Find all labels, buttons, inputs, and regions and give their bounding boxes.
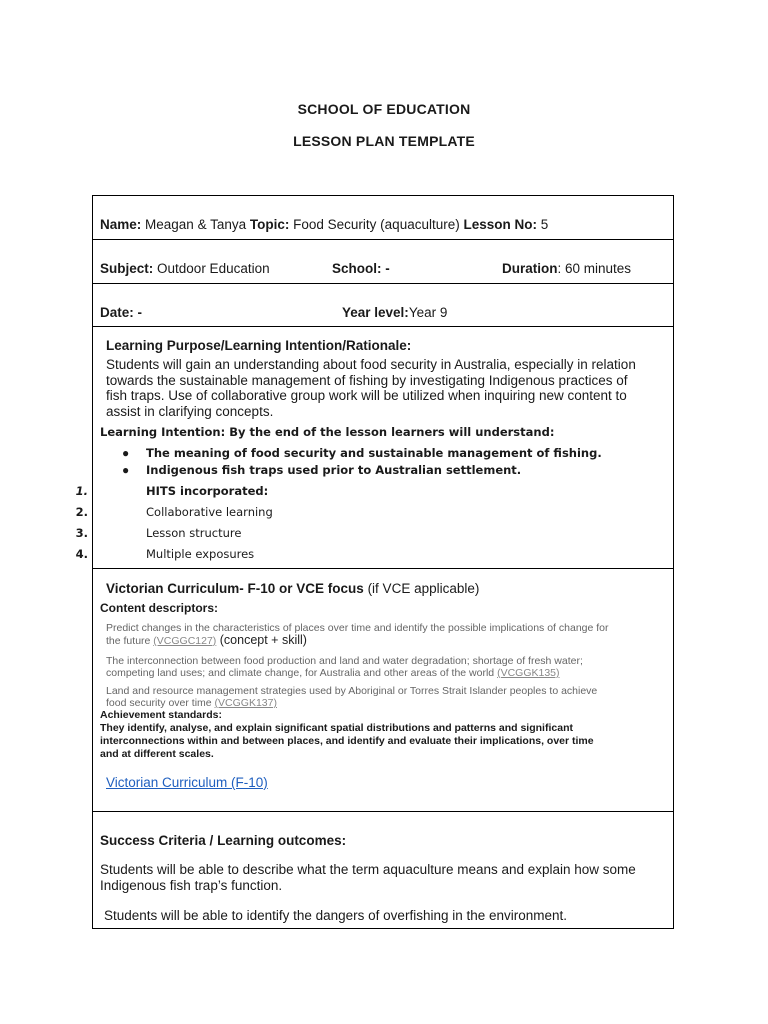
descriptor-line xyxy=(106,634,609,647)
descriptor-note: (concept + skill) xyxy=(216,633,307,647)
row-divider xyxy=(93,283,673,284)
hits-item: HITS incorporated: xyxy=(146,484,269,498)
intention-bullet-1: The meaning of food security and sustainable management of fishing. xyxy=(146,446,602,460)
duration-field xyxy=(502,261,631,276)
row-divider xyxy=(93,326,673,327)
descriptor-line: Predict changes in the characteristics of places over time and identify the possible implications of change for xyxy=(106,622,609,634)
purpose-line: Students will gain an understanding about food security in Australia, especially in relation xyxy=(106,357,636,372)
descriptor-2 xyxy=(106,655,583,679)
year-value: Year 9 xyxy=(408,305,448,320)
curriculum-heading xyxy=(106,581,479,596)
purpose-line: fish traps. Use of collaborative group work will be utilized when inquiring new content to xyxy=(106,388,627,403)
descriptor-line xyxy=(106,667,583,679)
name-label: Name: xyxy=(100,217,142,232)
name-value: Meagan & Tanya xyxy=(145,217,247,232)
purpose-line: towards the sustainable management of fishing by investigating Indigenous practices of xyxy=(106,372,628,388)
row-divider xyxy=(93,811,673,812)
achievement-line: They identify, analyse, and explain significant spatial distributions and patterns and significant xyxy=(100,722,573,734)
lesson-label: Lesson No: xyxy=(463,217,538,232)
list-number: 2. xyxy=(75,505,88,519)
descriptor-line xyxy=(106,697,597,709)
year-label: Year level: xyxy=(342,305,409,320)
subject-value: Outdoor Education xyxy=(157,261,270,276)
subject-field xyxy=(100,261,270,276)
achievement-line: and at different scales. xyxy=(100,748,214,760)
achievement-standards xyxy=(100,709,594,761)
bullet-icon: ● xyxy=(122,463,130,477)
intention-bullet-2: Indigenous fish traps used prior to Australian settlement. xyxy=(146,463,522,477)
achievement-label: Achievement standards: xyxy=(100,709,222,721)
curriculum-heading-text: Victorian Curriculum- F-10 or VCE focus xyxy=(106,581,364,596)
list-number: 4. xyxy=(75,547,88,561)
victorian-curriculum-link[interactable]: Victorian Curriculum (F-10) xyxy=(106,775,268,790)
date-label: Date: xyxy=(100,305,134,320)
vcggk137-link[interactable]: (VCGGK137) xyxy=(214,697,277,709)
name-topic-row xyxy=(100,217,548,232)
descriptor-text: food security over time xyxy=(106,697,215,709)
descriptor-line: Land and resource management strategies used by Aboriginal or Torres Strait Islander peoples to achieve xyxy=(106,685,598,697)
subject-label: Subject: xyxy=(100,261,154,276)
lesson-plan-table xyxy=(75,195,674,929)
purpose-line: assist in clarifying concepts. xyxy=(106,403,274,419)
school-value: - xyxy=(385,261,390,276)
list-number: 1. xyxy=(75,484,88,498)
year-field xyxy=(342,305,447,320)
topic-label: Topic: xyxy=(249,217,290,232)
success-paragraph-2: Students will be able to identify the dangers of overfishing in the environment. xyxy=(104,908,568,923)
descriptor-3 xyxy=(106,685,597,709)
school-label: School: xyxy=(332,261,382,276)
success-paragraph-1 xyxy=(100,862,636,893)
success-line: Students will be able to describe what the term aquaculture means and explain how some xyxy=(100,862,636,877)
date-value: - xyxy=(137,305,143,320)
list-number: 3. xyxy=(75,526,88,540)
vcggc127-link[interactable]: (VCGGC127) xyxy=(153,635,217,647)
purpose-heading: Learning Purpose/Learning Intention/Rationale: xyxy=(106,338,412,353)
duration-label: Duration xyxy=(502,261,558,276)
curriculum-heading-note: (if VCE applicable) xyxy=(363,581,480,596)
descriptor-1 xyxy=(106,622,609,647)
row-divider xyxy=(93,239,673,240)
purpose-paragraph xyxy=(106,357,636,419)
template-heading: LESSON PLAN TEMPLATE xyxy=(293,133,475,149)
success-line: Indigenous fish trap’s function. xyxy=(100,877,283,893)
learning-intention-heading: Learning Intention: By the end of the lesson learners will understand: xyxy=(100,425,555,439)
topic-value: Food Security (aquaculture) xyxy=(293,217,460,232)
hits-item: Lesson structure xyxy=(146,526,242,540)
vcggk135-link[interactable]: (VCGGK135) xyxy=(497,667,560,679)
bullet-icon: ● xyxy=(122,446,130,460)
descriptor-line: The interconnection between food production and land and water degradation; shortage of fresh water; xyxy=(106,655,583,667)
school-field xyxy=(332,261,390,276)
content-descriptors-label: Content descriptors: xyxy=(100,601,219,615)
duration-value: : 60 minutes xyxy=(557,261,632,276)
date-field xyxy=(100,305,142,320)
hits-item: Multiple exposures xyxy=(146,547,255,561)
achievement-line: interconnections within and between places, and identify and evaluate their implications, over time xyxy=(100,735,594,747)
row-divider xyxy=(93,568,673,569)
lesson-value: 5 xyxy=(540,217,549,232)
success-heading: Success Criteria / Learning outcomes: xyxy=(100,833,347,848)
descriptor-text: the future xyxy=(106,635,154,647)
hits-item: Collaborative learning xyxy=(146,505,273,519)
descriptor-text: competing land uses; and climate change, for Australia and other areas of the world xyxy=(106,667,498,679)
school-heading: SCHOOL OF EDUCATION xyxy=(297,101,471,117)
